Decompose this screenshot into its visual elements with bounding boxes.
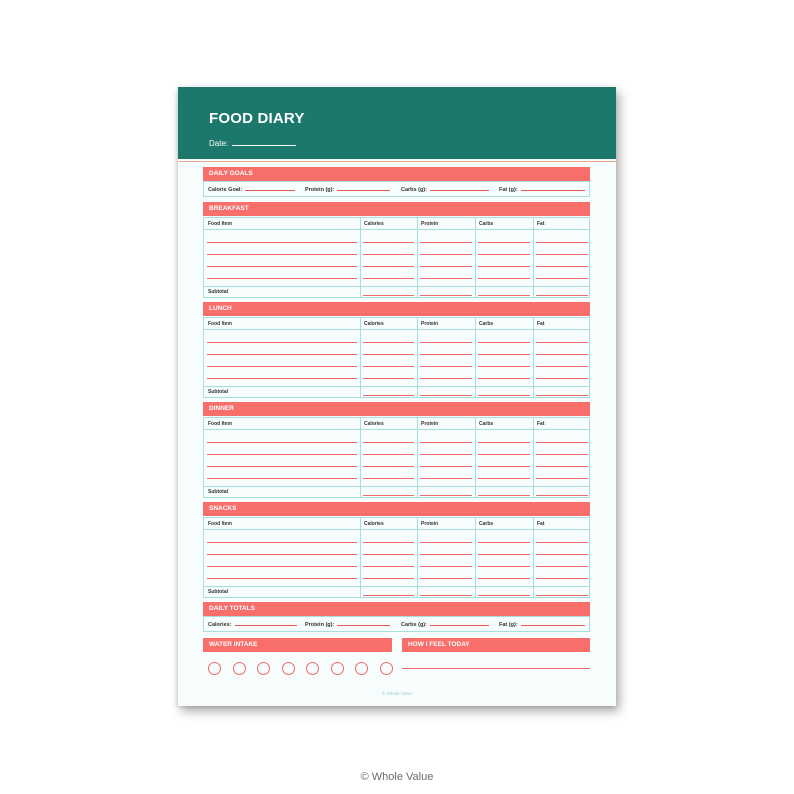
header-divider [178,161,616,162]
entry-line[interactable] [207,254,357,255]
dinner-title: DINNER [209,405,234,412]
goal-protein-line [337,185,390,191]
daily-totals-header [203,602,590,616]
goal-carbs-line [430,185,489,191]
entry-line[interactable] [207,442,357,443]
daily-goals-row [208,185,588,193]
entry-line[interactable] [478,342,530,343]
entry-line[interactable] [478,442,530,443]
subtotal-entry-line[interactable] [478,295,530,296]
entry-line[interactable] [207,478,357,479]
entry-line[interactable] [207,378,357,379]
entry-line[interactable] [363,254,414,255]
column-header: Carbs [479,521,494,527]
entry-line[interactable] [207,578,357,579]
entry-line[interactable] [478,566,530,567]
entry-line[interactable] [207,354,357,355]
total-protein[interactable] [305,620,390,628]
entry-line[interactable] [420,578,472,579]
header-divider-line [204,329,589,330]
water-glass-circle[interactable] [233,662,246,675]
date-row [209,138,296,148]
subtotal-entry-line[interactable] [536,595,588,596]
subtotal-divider-line [204,386,589,387]
subtotal-entry-line[interactable] [420,595,472,596]
water-glass-circle[interactable] [306,662,319,675]
column-header: Carbs [479,321,494,327]
column-header: Protein [421,321,439,327]
entry-line[interactable] [363,266,414,267]
entry-line[interactable] [363,442,414,443]
entry-line[interactable] [536,542,588,543]
entry-line[interactable] [478,466,530,467]
subtotal-entry-line[interactable] [536,295,588,296]
entry-line[interactable] [420,254,472,255]
subtotal-label: Subtotal [208,389,228,395]
total-calories-line [235,620,297,626]
subtotal-entry-line[interactable] [478,595,530,596]
daily-totals-box [203,616,590,632]
goal-calorie-label: Calorie Goal: [208,187,243,193]
column-header: Food Item [208,421,232,427]
entry-line[interactable] [420,366,472,367]
feel-title: HOW I FEEL TODAY [408,641,470,648]
entry-line[interactable] [478,542,530,543]
subtotal-entry-line[interactable] [363,495,414,496]
entry-line[interactable] [420,278,472,279]
daily-goals-box [203,181,590,197]
entry-line[interactable] [536,278,588,279]
entry-line[interactable] [363,278,414,279]
entry-line[interactable] [420,478,472,479]
entry-line[interactable] [363,466,414,467]
subtotal-entry-line[interactable] [363,395,414,396]
column-header: Protein [421,421,439,427]
entry-line[interactable] [536,478,588,479]
entry-line[interactable] [478,366,530,367]
entry-line[interactable] [363,342,414,343]
entry-line[interactable] [420,342,472,343]
daily-totals-title: DAILY TOTALS [209,605,255,612]
goal-protein[interactable] [305,185,390,193]
feel-header [402,638,590,652]
total-carbs-line [430,620,489,626]
entry-line[interactable] [420,442,472,443]
entry-line[interactable] [536,242,588,243]
column-header: Food Item [208,221,232,227]
column-header: Food Item [208,521,232,527]
total-carbs[interactable] [401,620,489,628]
daily-goals-header [203,167,590,181]
header-divider-line [204,529,589,530]
column-header: Carbs [479,421,494,427]
subtotal-entry-line[interactable] [478,495,530,496]
entry-line[interactable] [420,454,472,455]
subtotal-entry-line[interactable] [536,395,588,396]
date-field[interactable] [232,138,296,146]
lunch-table [203,317,590,398]
entry-line[interactable] [478,278,530,279]
entry-line[interactable] [207,554,357,555]
entry-line[interactable] [363,478,414,479]
subtotal-entry-line[interactable] [363,295,414,296]
goal-calorie-line [245,185,295,191]
subtotal-entry-line[interactable] [420,395,472,396]
column-header: Food Item [208,321,232,327]
subtotal-entry-line[interactable] [420,295,472,296]
entry-line[interactable] [536,554,588,555]
page-title: FOOD DIARY [209,110,305,127]
entry-line[interactable] [363,554,414,555]
entry-line[interactable] [207,342,357,343]
total-protein-label: Protein (g): [305,622,335,628]
column-header: Carbs [479,221,494,227]
subtotal-label: Subtotal [208,589,228,595]
subtotal-entry-line[interactable] [536,495,588,496]
entry-line[interactable] [536,566,588,567]
daily-totals-row [208,620,588,628]
total-fat-line [521,620,585,626]
water-glass-circle[interactable] [208,662,221,675]
sheet-header [178,87,616,159]
entry-line[interactable] [478,242,530,243]
entry-line[interactable] [420,266,472,267]
entry-line[interactable] [478,354,530,355]
water-glass-circle[interactable] [257,662,270,675]
water-intake-title: WATER INTAKE [209,641,258,648]
entry-line[interactable] [363,566,414,567]
goal-fat[interactable] [499,185,585,193]
entry-line[interactable] [536,578,588,579]
entry-line[interactable] [536,266,588,267]
water-glass-circle[interactable] [380,662,393,675]
subtotal-entry-line[interactable] [363,595,414,596]
subtotal-entry-line[interactable] [478,395,530,396]
total-fat-label: Fat (g): [499,622,518,628]
entry-line[interactable] [420,542,472,543]
column-header: Calories [364,521,384,527]
column-header: Protein [421,221,439,227]
entry-line[interactable] [363,242,414,243]
page-copyright: © Whole Value [360,771,434,783]
entry-line[interactable] [478,554,530,555]
total-carbs-label: Carbs (g): [401,622,427,628]
goal-carbs-label: Carbs (g): [401,187,427,193]
entry-line[interactable] [478,254,530,255]
entry-line[interactable] [420,378,472,379]
header-divider-line [204,429,589,430]
entry-line[interactable] [207,466,357,467]
breakfast-table [203,217,590,298]
daily-goals-title: DAILY GOALS [209,170,253,177]
breakfast-header [203,202,590,216]
dinner-table [203,417,590,498]
subtotal-entry-line[interactable] [420,495,472,496]
entry-line[interactable] [536,454,588,455]
lunch-title: LUNCH [209,305,232,312]
entry-line[interactable] [420,466,472,467]
entry-line[interactable] [478,478,530,479]
entry-line[interactable] [207,454,357,455]
entry-line[interactable] [207,278,357,279]
entry-line[interactable] [420,554,472,555]
goal-calorie[interactable] [208,185,295,193]
total-calories[interactable] [208,620,297,628]
goal-fat-label: Fat (g): [499,187,518,193]
date-label: Date: [209,139,229,148]
food-diary-sheet [178,87,616,706]
column-header: Fat [537,421,545,427]
entry-line[interactable] [363,578,414,579]
entry-line[interactable] [536,378,588,379]
entry-line[interactable] [207,242,357,243]
entry-line[interactable] [207,366,357,367]
total-fat[interactable] [499,620,585,628]
column-header: Fat [537,321,545,327]
snacks-table [203,517,590,598]
entry-line[interactable] [478,454,530,455]
total-protein-line [337,620,390,626]
entry-line[interactable] [536,254,588,255]
total-calories-label: Calories: [208,622,232,628]
entry-line[interactable] [478,578,530,579]
entry-line[interactable] [478,378,530,379]
entry-line[interactable] [536,342,588,343]
column-header: Fat [537,221,545,227]
water-glass-circle[interactable] [355,662,368,675]
subtotal-label: Subtotal [208,489,228,495]
entry-line[interactable] [207,566,357,567]
breakfast-title: BREAKFAST [209,205,249,212]
dinner-header [203,402,590,416]
entry-line[interactable] [363,542,414,543]
lunch-header [203,302,590,316]
goal-protein-label: Protein (g): [305,187,335,193]
column-header: Fat [537,521,545,527]
water-intake-header [203,638,392,652]
entry-line[interactable] [207,542,357,543]
subtotal-label: Subtotal [208,289,228,295]
goal-carbs[interactable] [401,185,489,193]
entry-line[interactable] [478,266,530,267]
subtotal-divider-line [204,286,589,287]
snacks-header [203,502,590,516]
entry-line[interactable] [536,442,588,443]
entry-line[interactable] [420,354,472,355]
entry-line[interactable] [536,354,588,355]
entry-line[interactable] [536,366,588,367]
snacks-title: SNACKS [209,505,237,512]
header-divider-line [204,229,589,230]
entry-line[interactable] [207,266,357,267]
entry-line[interactable] [363,454,414,455]
water-glass-circle[interactable] [331,662,344,675]
subtotal-divider-line [204,486,589,487]
entry-line[interactable] [363,378,414,379]
entry-line[interactable] [420,242,472,243]
entry-line[interactable] [363,354,414,355]
column-header: Calories [364,421,384,427]
sheet-credit: © Whole Value [382,691,412,696]
goal-fat-line [521,185,585,191]
column-header: Calories [364,321,384,327]
entry-line[interactable] [420,566,472,567]
column-header: Calories [364,221,384,227]
feel-writing-line[interactable] [402,668,590,669]
entry-line[interactable] [536,466,588,467]
column-header: Protein [421,521,439,527]
water-glass-circle[interactable] [282,662,295,675]
subtotal-divider-line [204,586,589,587]
entry-line[interactable] [363,366,414,367]
